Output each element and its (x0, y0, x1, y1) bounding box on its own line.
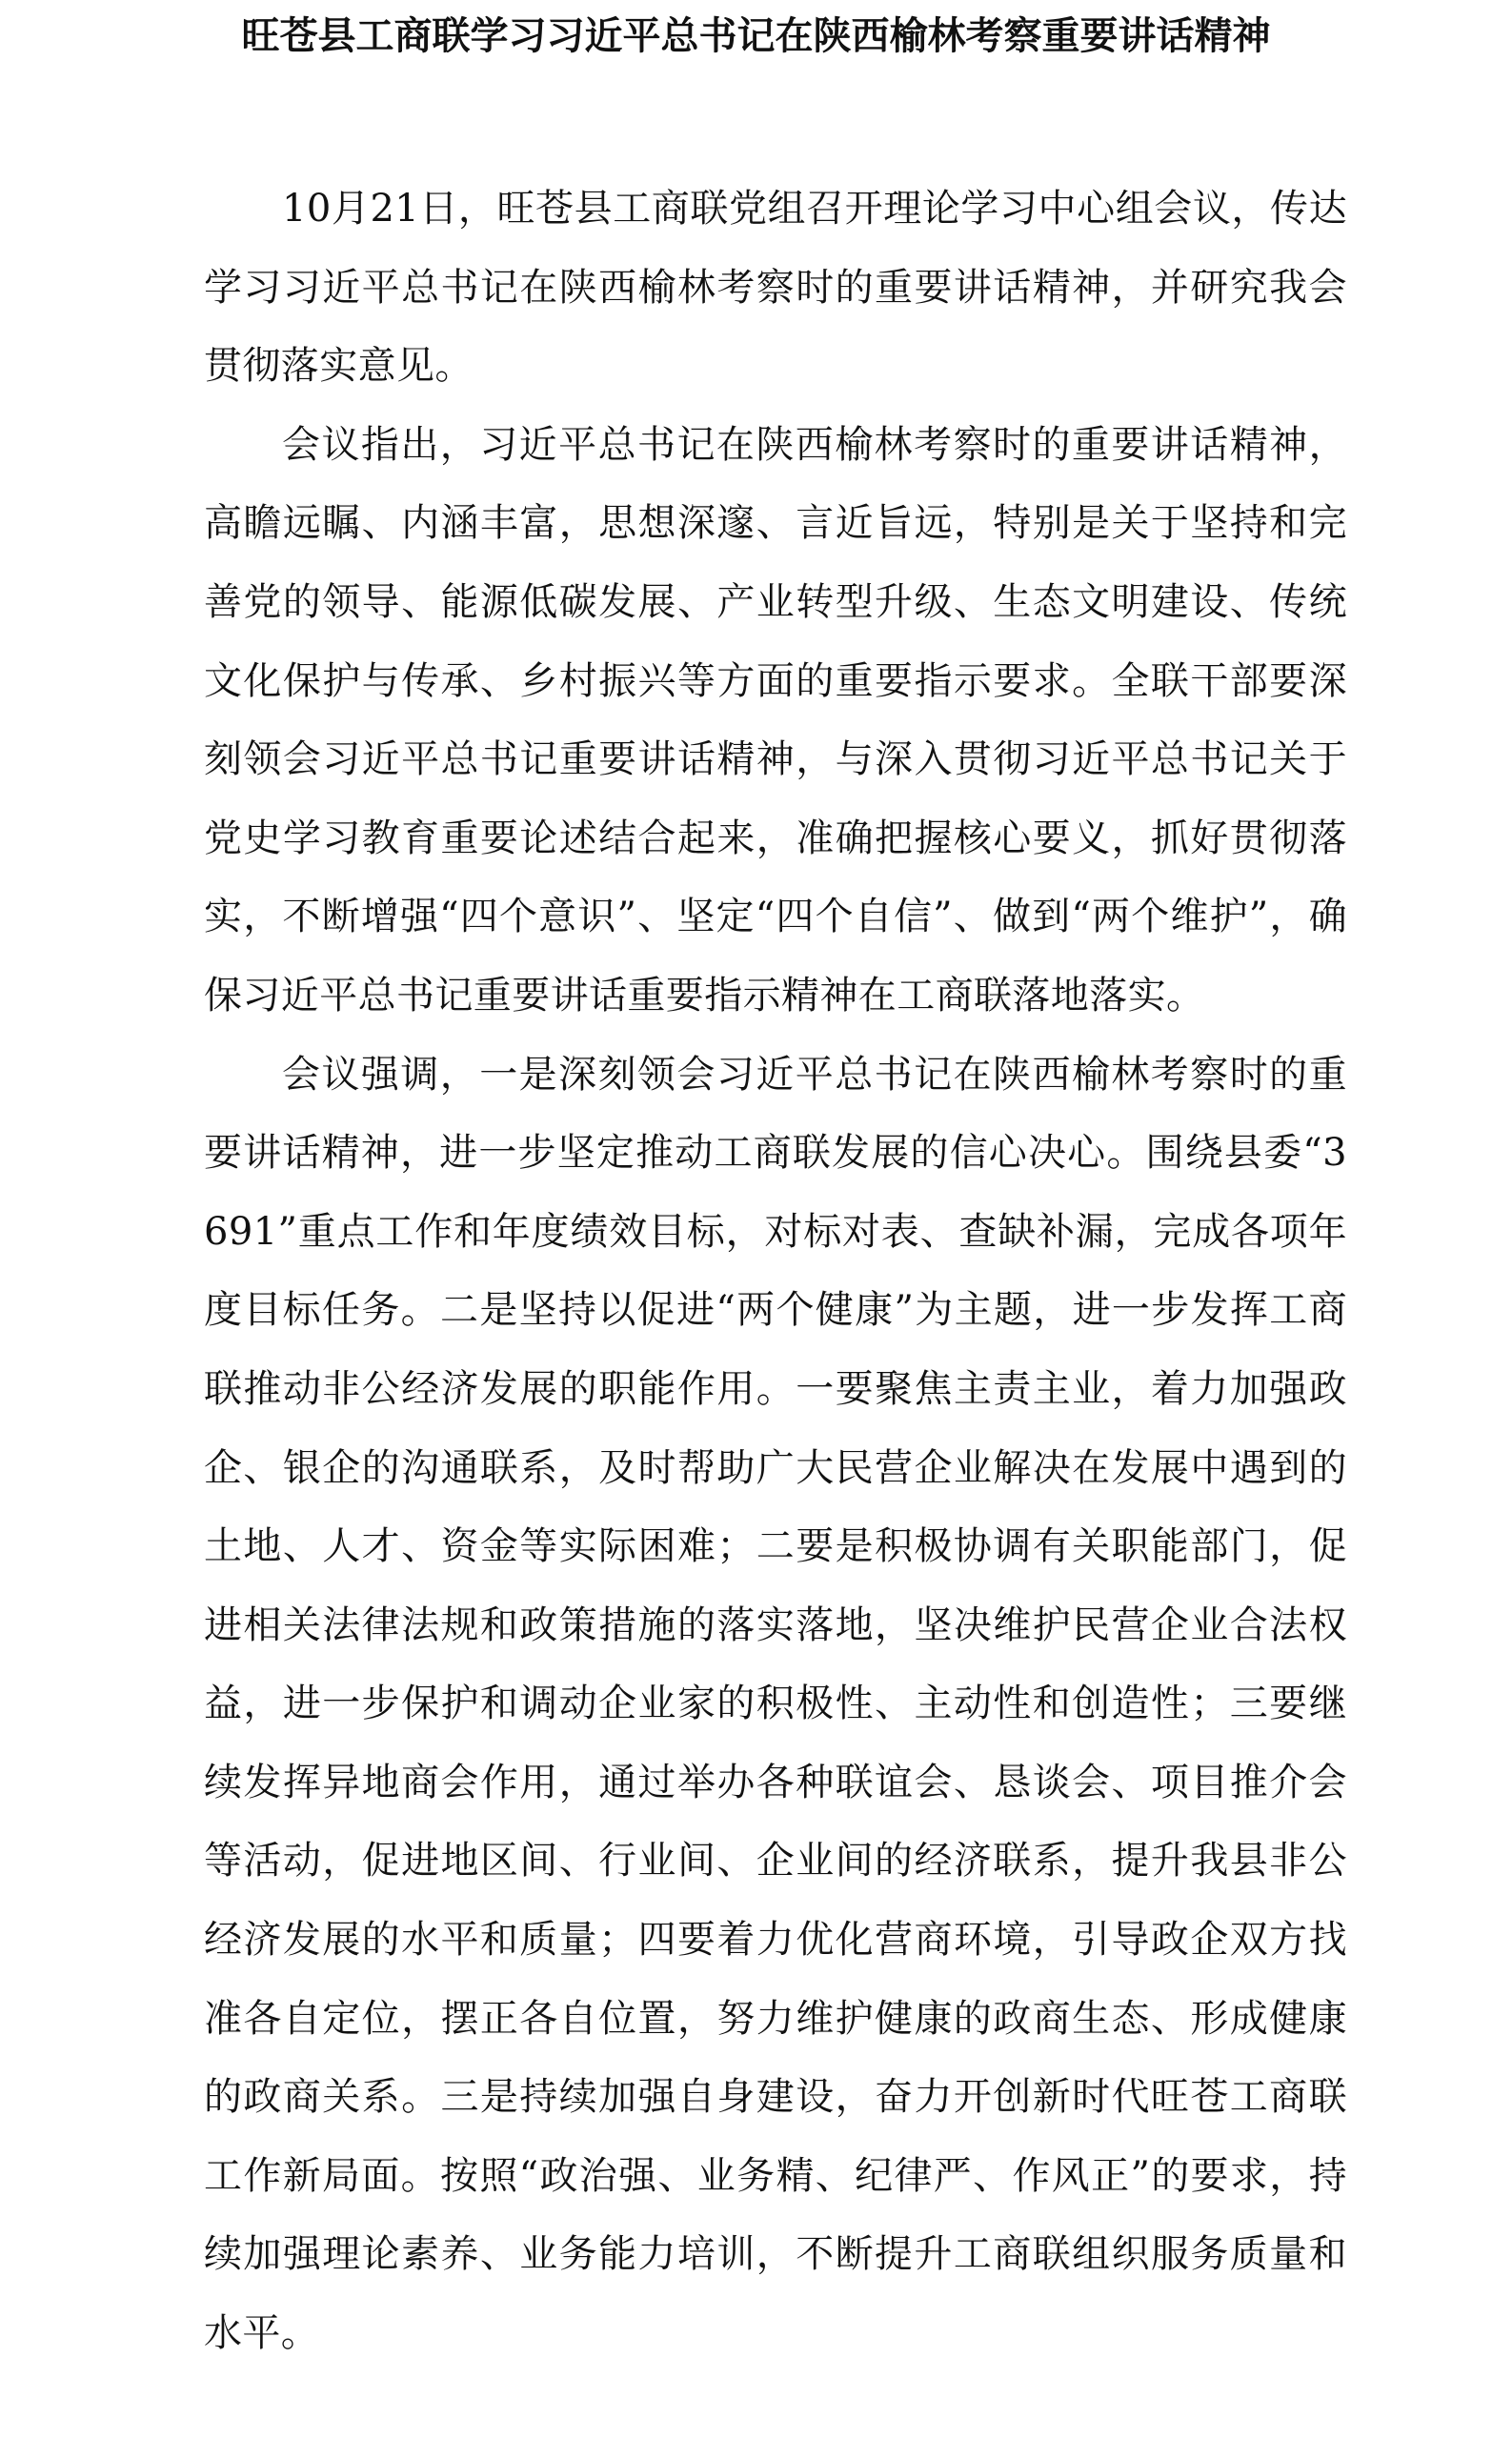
document-body (204, 170, 1347, 2373)
document-title: 旺苍县工商联学习习近平总书记在陕西榆林考察重要讲话精神 (241, 14, 1271, 58)
paragraph-meeting-intro: 10月21日，旺苍县工商联党组召开理论学习中心组会议，传达学习习近平总书记在陕西榆林考察时的重要讲话精神，并研究我会贯彻落实意见。 (204, 187, 1347, 389)
paragraph-meeting-points: 会议指出，习近平总书记在陕西榆林考察时的重要讲话精神，高瞻远瞩、内涵丰富，思想深邃、言近旨远，特别是关于坚持和完善党的领导、能源低碳发展、产业转型升级、生态文明建设、传统文化保护与传承、乡村振兴等方面的重要指示要求。全联干部要深刻领会习近平总书记重要讲话精神，与深入贯彻习近平总书记关于党史学习教育重要论述结合起来，准确把握核心要义，抓好贯彻落实，不断增强“四个意识”、坚定“四个自信”、做到“两个维护”，确保习近平总书记重要讲话重要指示精神在工商联落地落实。 (204, 422, 1347, 1018)
paragraph-meeting-emphasis: 会议强调，一是深刻领会习近平总书记在陕西榆林考察时的重要讲话精神，进一步坚定推动工商联发展的信心决心。围绕县委“3691”重点工作和年度绩效目标，对标对表、查缺补漏，完成各项年度目标任务。二是坚持以促进“两个健康”为主题，进一步发挥工商联推动非公经济发展的职能作用。一要聚焦主责主业，着力加强政企、银企的沟通联系，及时帮助广大民营企业解决在发展中遇到的土地、人才、资金等实际困难；二要是积极协调有关职能部门，促进相关法律法规和政策措施的落实落地，坚决维护民营企业合法权益，进一步保护和调动企业家的积极性、主动性和创造性；三要继续发挥异地商会作用，通过举办各种联谊会、恳谈会、项目推介会等活动，促进地区间、行业间、企业间的经济联系，提升我县非公经济发展的水平和质量；四要着力优化营商环境，引导政企双方找准各自定位，摆正各自位置，努力维护健康的政商生态、形成健康的政商关系。三是持续加强自身建设，奋力开创新时代旺苍工商联工作新局面。按照“政治强、业务精、纪律严、作风正”的要求，持续加强理论素养、业务能力培训，不断提升工商联组织服务质量和水平。 (204, 1052, 1347, 2356)
